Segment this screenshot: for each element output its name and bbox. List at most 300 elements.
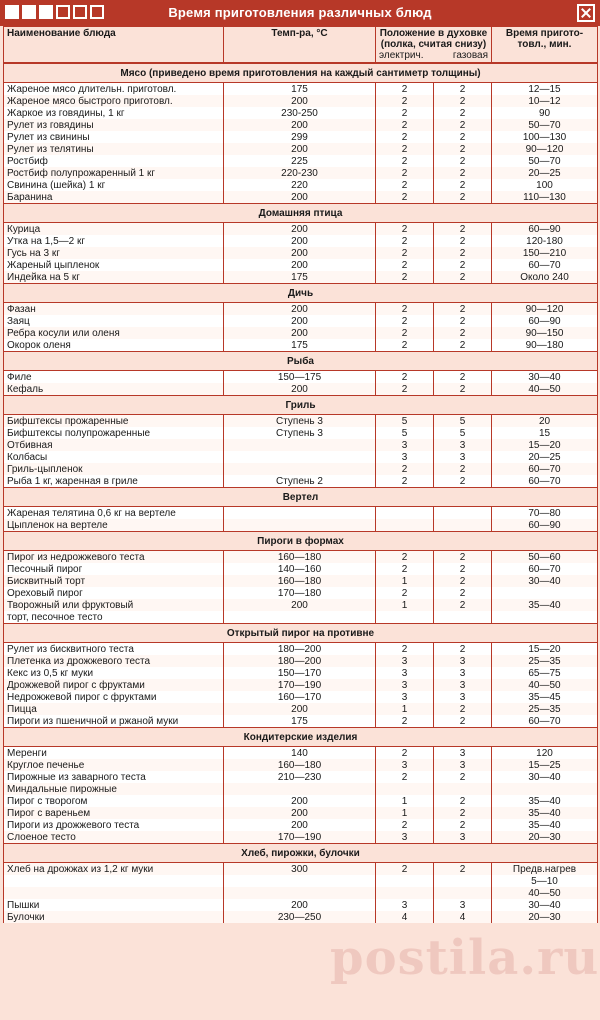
position-gas: 2 [434,383,492,396]
position-gas: 2 [434,599,492,611]
temperature: 160—180 [224,759,376,771]
section-row [4,396,598,415]
temperature: 170—190 [224,831,376,844]
table-row [4,439,598,451]
position-gas: 2 [434,259,492,271]
position-gas: 2 [434,167,492,179]
position-gas: 2 [434,315,492,327]
position-electric: 2 [376,551,434,564]
position-gas: 2 [434,131,492,143]
position-electric: 2 [376,339,434,352]
position-gas [434,887,492,899]
cooking-time: 90 [492,107,598,119]
temperature: Ступень 2 [224,475,376,488]
table-row [4,383,598,396]
table-row [4,475,598,488]
position-gas: 2 [434,271,492,284]
position-electric: 1 [376,807,434,819]
position-gas: 3 [434,759,492,771]
header-temp: Темп-ра, °С [224,27,376,64]
temperature: 299 [224,131,376,143]
position-gas: 2 [434,371,492,384]
temperature: 200 [224,143,376,155]
cooking-time: 15 [492,427,598,439]
temperature: 230—250 [224,911,376,923]
temperature: 200 [224,703,376,715]
dish-name: Рулет из свинины [4,131,224,143]
position-gas: 2 [434,863,492,876]
dish-name: Гриль-цыпленок [4,463,224,475]
cooking-time: 110—130 [492,191,598,204]
position-gas: 2 [434,575,492,587]
dish-name: Окорок оленя [4,339,224,352]
position-electric: 2 [376,643,434,656]
position-electric: 4 [376,911,434,923]
temperature [224,519,376,532]
position-gas: 2 [434,247,492,259]
table-row [4,679,598,691]
dish-name [4,875,224,887]
table-row [4,83,598,96]
header-gas: газовая [452,50,488,61]
temperature [224,887,376,899]
position-electric: 2 [376,191,434,204]
cooking-time: 50—60 [492,551,598,564]
section-title: Открытый пирог на противне [4,624,598,643]
cooking-time: 60—90 [492,519,598,532]
temperature [224,439,376,451]
table-row [4,339,598,352]
dish-name: Ростбиф [4,155,224,167]
table-row [4,703,598,715]
position-gas: 3 [434,655,492,667]
position-gas: 2 [434,327,492,339]
position-gas: 2 [434,703,492,715]
cooking-time: 30—40 [492,371,598,384]
position-gas: 2 [434,339,492,352]
position-gas [434,507,492,520]
position-electric [376,875,434,887]
table-row [4,271,598,284]
position-electric: 3 [376,655,434,667]
dish-name: Жаркое из говядины, 1 кг [4,107,224,119]
table-row [4,415,598,428]
table-row [4,167,598,179]
cooking-time: 60—70 [492,715,598,728]
table-row [4,327,598,339]
position-electric: 2 [376,271,434,284]
cooking-time: 90—120 [492,143,598,155]
cooking-time: 15—25 [492,759,598,771]
cooking-time: 30—40 [492,899,598,911]
temperature: 200 [224,247,376,259]
cooking-time: 60—70 [492,563,598,575]
table-row [4,611,598,624]
table-row [4,131,598,143]
temperature: 220-230 [224,167,376,179]
temperature: 200 [224,95,376,107]
table-row [4,599,598,611]
cooking-time: 60—90 [492,315,598,327]
dish-name: Жареное мясо длительн. приготовл. [4,83,224,96]
cooking-time [492,611,598,624]
cooking-time: 20—30 [492,831,598,844]
position-electric: 2 [376,463,434,475]
cooking-time: 90—120 [492,303,598,316]
temperature: 175 [224,83,376,96]
section-row [4,488,598,507]
cooking-time: 5—10 [492,875,598,887]
dish-name: Пирожные из заварного теста [4,771,224,783]
table-row [4,759,598,771]
cooking-time: 35—40 [492,807,598,819]
position-electric: 2 [376,259,434,271]
temperature: 175 [224,271,376,284]
position-gas: 2 [434,807,492,819]
position-gas: 2 [434,107,492,119]
cooking-time: 60—90 [492,223,598,236]
position-electric [376,507,434,520]
dish-name: Отбивная [4,439,224,451]
position-gas: 2 [434,463,492,475]
position-gas: 2 [434,119,492,131]
position-electric: 5 [376,415,434,428]
position-electric: 1 [376,795,434,807]
table-row [4,303,598,316]
section-row [4,352,598,371]
cooking-time: 20 [492,415,598,428]
position-electric: 3 [376,667,434,679]
dish-name: Пышки [4,899,224,911]
position-gas: 3 [434,831,492,844]
position-electric: 2 [376,587,434,599]
cooking-time: 60—70 [492,259,598,271]
position-gas: 2 [434,179,492,191]
dish-name [4,887,224,899]
section-row [4,728,598,747]
position-electric: 3 [376,759,434,771]
dish-name: Рулет из бисквитного теста [4,643,224,656]
position-electric: 2 [376,371,434,384]
position-gas: 2 [434,715,492,728]
cooking-time: 35—40 [492,795,598,807]
position-electric: 3 [376,679,434,691]
dish-name: Жареное мясо быстрого приготовл. [4,95,224,107]
cooking-time: 150—210 [492,247,598,259]
position-electric: 2 [376,327,434,339]
table-row [4,179,598,191]
table-row [4,315,598,327]
table-row [4,807,598,819]
cooking-time: 20—25 [492,451,598,463]
table-row [4,643,598,656]
temperature: 200 [224,383,376,396]
cooking-time: 65—75 [492,667,598,679]
cooking-time: 90—150 [492,327,598,339]
temperature: 200 [224,315,376,327]
position-electric: 2 [376,155,434,167]
dish-name: Пицца [4,703,224,715]
close-icon[interactable] [577,4,595,22]
temperature [224,875,376,887]
table-row [4,863,598,876]
position-electric: 2 [376,863,434,876]
section-title: Рыба [4,352,598,371]
position-gas: 3 [434,691,492,703]
position-gas: 2 [434,771,492,783]
dish-name: Гусь на 3 кг [4,247,224,259]
cooking-time-table [3,26,598,923]
position-gas [434,875,492,887]
table-row [4,819,598,831]
position-electric: 2 [376,383,434,396]
temperature [224,463,376,475]
table-row [4,747,598,760]
temperature: 200 [224,819,376,831]
dish-name: торт, песочное тесто [4,611,224,624]
header-position [376,27,492,64]
table-row [4,563,598,575]
cooking-time: 20—25 [492,167,598,179]
table-row [4,247,598,259]
section-title: Кондитерские изделия [4,728,598,747]
temperature: 200 [224,795,376,807]
dish-name: Бифштексы полупрожаренные [4,427,224,439]
position-gas: 3 [434,667,492,679]
position-gas: 5 [434,427,492,439]
dish-name: Слоеное тесто [4,831,224,844]
table-row [4,795,598,807]
table-row [4,155,598,167]
cooking-time: 10—12 [492,95,598,107]
position-gas: 3 [434,439,492,451]
position-electric: 2 [376,315,434,327]
position-gas: 2 [434,223,492,236]
cooking-time: 15—20 [492,439,598,451]
position-electric: 5 [376,427,434,439]
position-electric: 1 [376,575,434,587]
temperature: 175 [224,339,376,352]
table-row [4,655,598,667]
dish-name: Пирог с творогом [4,795,224,807]
dish-name: Пирог из недрожжевого теста [4,551,224,564]
temperature: 140—160 [224,563,376,575]
cooking-time: 70—80 [492,507,598,520]
temperature: 300 [224,863,376,876]
temperature [224,611,376,624]
temperature: 170—190 [224,679,376,691]
cooking-time: 120-180 [492,235,598,247]
dish-name: Жареная телятина 0,6 кг на вертеле [4,507,224,520]
cooking-time: 12—15 [492,83,598,96]
header-position-label: Положение в духовке (полка, считая снизу) [379,28,488,50]
table-row [4,715,598,728]
dish-name: Утка на 1,5—2 кг [4,235,224,247]
position-gas: 2 [434,587,492,599]
table-row [4,235,598,247]
cooking-time: 35—40 [492,819,598,831]
section-title: Дичь [4,284,598,303]
section-row [4,624,598,643]
position-gas: 2 [434,143,492,155]
section-title: Вертел [4,488,598,507]
table-header-row [4,27,598,64]
table-row [4,223,598,236]
dish-name: Круглое печенье [4,759,224,771]
position-electric: 2 [376,303,434,316]
header-electric: электрич. [379,50,424,61]
dish-name: Хлеб на дрожжах из 1,2 кг муки [4,863,224,876]
dish-name: Жареный цыпленок [4,259,224,271]
dish-name: Песочный пирог [4,563,224,575]
temperature: 220 [224,179,376,191]
cooking-time: Около 240 [492,271,598,284]
position-electric: 2 [376,107,434,119]
dish-name: Пирог с вареньем [4,807,224,819]
position-gas: 2 [434,235,492,247]
cooking-time: 50—70 [492,119,598,131]
position-electric: 1 [376,703,434,715]
position-electric: 2 [376,95,434,107]
position-electric: 3 [376,451,434,463]
table-row [4,143,598,155]
position-electric: 3 [376,439,434,451]
temperature: 200 [224,807,376,819]
dish-name: Свинина (шейка) 1 кг [4,179,224,191]
position-gas: 3 [434,451,492,463]
cooking-time: 25—35 [492,655,598,667]
section-title: Пироги в формах [4,532,598,551]
dish-name: Кекс из 0,5 кг муки [4,667,224,679]
position-electric [376,611,434,624]
cooking-time: 40—50 [492,383,598,396]
cooking-time: 60—70 [492,463,598,475]
temperature: 200 [224,899,376,911]
table-row [4,191,598,204]
position-gas: 2 [434,551,492,564]
dish-name: Меренги [4,747,224,760]
table-row [4,875,598,887]
position-electric [376,887,434,899]
cooking-time: 30—40 [492,771,598,783]
cooking-time: 40—50 [492,887,598,899]
temperature [224,507,376,520]
cooking-time: 60—70 [492,475,598,488]
cooking-time: 40—50 [492,679,598,691]
table-row [4,451,598,463]
cooking-time [492,587,598,599]
table-row [4,463,598,475]
position-electric: 2 [376,83,434,96]
temperature: 200 [224,327,376,339]
position-electric: 2 [376,223,434,236]
cooking-time: 35—40 [492,599,598,611]
temperature: 150—175 [224,371,376,384]
cooking-time: Предв.нагрев [492,863,598,876]
position-gas: 2 [434,155,492,167]
position-gas: 2 [434,795,492,807]
position-gas: 2 [434,191,492,204]
position-gas [434,611,492,624]
temperature: 200 [224,303,376,316]
header-time: Время пригото-товл., мин. [492,27,598,64]
title-bar [0,0,600,26]
position-gas: 2 [434,563,492,575]
position-electric: 2 [376,143,434,155]
header-name: Наименование блюда [4,27,224,64]
table-row [4,371,598,384]
table-row [4,519,598,532]
table-row [4,831,598,844]
temperature: Ступень 3 [224,427,376,439]
position-gas: 5 [434,415,492,428]
dish-name: Дрожжевой пирог с фруктами [4,679,224,691]
position-electric: 2 [376,119,434,131]
section-title: Мясо (приведено время приготовления на каждый сантиметр толщины) [4,63,598,83]
position-electric: 3 [376,691,434,703]
cooking-time: 100 [492,179,598,191]
table-row [4,771,598,783]
temperature: 160—180 [224,551,376,564]
temperature: 170—180 [224,587,376,599]
table-row [4,587,598,599]
window-title: Время приготовления различных блюд [168,5,432,20]
cooking-time: 100—130 [492,131,598,143]
position-gas: 3 [434,747,492,760]
position-electric: 1 [376,599,434,611]
position-electric: 2 [376,247,434,259]
table-row [4,119,598,131]
temperature [224,451,376,463]
dish-name: Рыба 1 кг, жаренная в гриле [4,475,224,488]
temperature: 200 [224,259,376,271]
dish-name: Бифштексы прожаренные [4,415,224,428]
table-row [4,507,598,520]
cooking-time: 25—35 [492,703,598,715]
table-row [4,887,598,899]
table-row [4,899,598,911]
dish-name: Рулет из телятины [4,143,224,155]
position-electric [376,519,434,532]
table-row [4,107,598,119]
dish-name: Цыпленок на вертеле [4,519,224,532]
temperature: 160—180 [224,575,376,587]
section-row [4,532,598,551]
dish-name: Ребра косули или оленя [4,327,224,339]
temperature: 210—230 [224,771,376,783]
dish-name: Пироги из дрожжевого теста [4,819,224,831]
dish-name: Творожный или фруктовый [4,599,224,611]
dish-name: Булочки [4,911,224,923]
position-gas: 2 [434,819,492,831]
watermark: postila.ru [330,930,600,986]
dish-name: Кефаль [4,383,224,396]
dish-name: Курица [4,223,224,236]
position-gas: 2 [434,475,492,488]
table-row [4,95,598,107]
dish-name: Фазан [4,303,224,316]
dish-name: Колбасы [4,451,224,463]
section-title: Домашняя птица [4,204,598,223]
temperature: 230-250 [224,107,376,119]
temperature: 200 [224,235,376,247]
temperature: 200 [224,223,376,236]
table-row [4,551,598,564]
table-row [4,667,598,679]
temperature: 180—200 [224,655,376,667]
position-electric: 2 [376,167,434,179]
temperature: 140 [224,747,376,760]
